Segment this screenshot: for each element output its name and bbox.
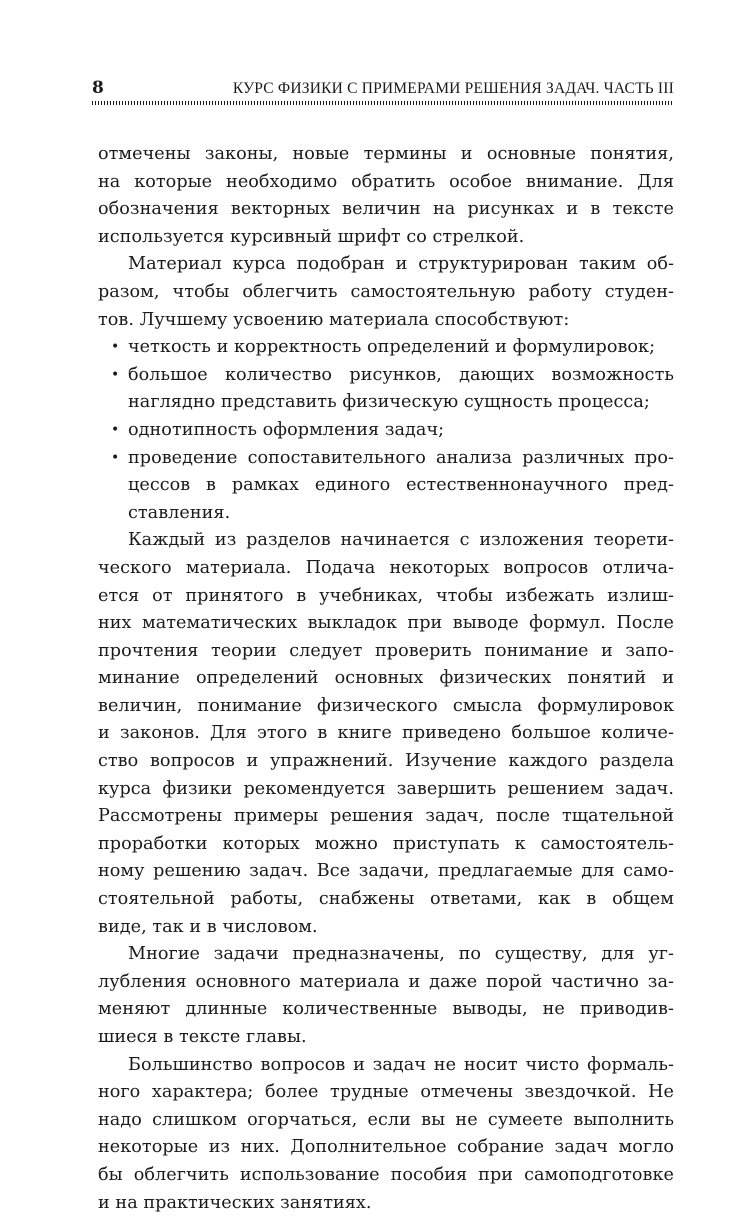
text-line: стоятельной работы, снабжены ответами, как в общем: [98, 889, 674, 910]
paragraph: [98, 1052, 674, 1217]
text-line: Материал курса подобран и структурирован таким об-: [128, 254, 674, 275]
list-item: [98, 445, 674, 528]
paragraph: [98, 527, 674, 941]
text-line: Рассмотрены примеры решения задач, после тщательной: [98, 806, 674, 827]
running-header-title: КУРС ФИЗИКИ С ПРИМЕРАМИ РЕШЕНИЯ ЗАДАЧ. ЧАСТЬ III: [232, 80, 674, 97]
text-line: отмечены законы, новые термины и основные понятия,: [98, 144, 674, 164]
text-line: ставления.: [128, 502, 231, 523]
text-line: минание определений основных физических понятий и: [98, 668, 674, 689]
text-line: разом, чтобы облегчить самостоятельную работу студен-: [98, 281, 674, 302]
bullet-text: однотипность оформления задач;: [128, 419, 445, 440]
bullet-text: проведение сопоставительного анализа различных про-: [128, 447, 674, 468]
bullet-icon: •: [111, 421, 120, 438]
running-header: [92, 78, 674, 100]
list-item: [98, 362, 674, 417]
text-line: величин, понимание физического смысла формулировок: [98, 695, 674, 716]
text-line: проработки которых можно приступать к самостоятель-: [98, 833, 674, 854]
text-line: цессов в рамках единого естественнонаучного пред-: [128, 475, 674, 496]
paragraph: [98, 141, 674, 251]
text-line: ного характера; более трудные отмечены звездочкой. Не: [98, 1082, 674, 1103]
bullet-text: большое количество рисунков, дающих возможность: [128, 364, 674, 385]
text-line: меняют длинные количественные выводы, не приводив-: [98, 999, 674, 1020]
text-line: надо слишком огорчаться, если вы не сумеете выполнить: [98, 1109, 674, 1130]
text-line: ному решению задач. Все задачи, предлагаемые для само-: [98, 861, 674, 882]
text-line: курса физики рекомендуется завершить решением задач.: [98, 778, 674, 799]
list-item: [98, 417, 674, 445]
list-item: [98, 334, 674, 362]
text-line: ется от принятого в учебниках, чтобы избежать излиш-: [98, 585, 674, 606]
text-line: виде, так и в числовом.: [98, 916, 318, 937]
text-line: на которые необходимо обратить особое внимание. Для: [98, 171, 674, 192]
header-rule: [92, 101, 674, 105]
text-line: Многие задачи предназначены, по существу, для уг-: [128, 944, 674, 965]
text-line: тов. Лучшему усвоению материала способствуют:: [98, 309, 570, 330]
text-line: бы облегчить использование пособия при самоподготовке: [98, 1164, 674, 1185]
text-line: ство вопросов и упражнений. Изучение каждого раздела: [98, 751, 674, 772]
text-line: и на практических занятиях.: [98, 1192, 372, 1213]
bullet-icon: •: [111, 366, 120, 383]
text-line: обозначения векторных величин на рисунках и в тексте: [98, 199, 674, 220]
text-line: них математических выкладок при выводе формул. После: [98, 613, 674, 634]
bullet-icon: •: [111, 449, 120, 466]
text-line: некоторые из них. Дополнительное собрание задач могло: [98, 1137, 674, 1158]
paragraph: [98, 941, 674, 1051]
bullet-list: [98, 334, 674, 527]
text-line: [98, 417, 674, 445]
main-text: [98, 141, 674, 1217]
bullet-icon: •: [111, 339, 120, 356]
bullet-text: четкость и корректность определений и формулировок;: [128, 337, 656, 358]
page-number: 8: [92, 78, 104, 98]
text-line: шиеся в тексте главы.: [98, 1027, 307, 1047]
text-line: лубления основного материала и даже порой частично за-: [98, 971, 674, 992]
text-line: Каждый из разделов начинается с изложения теорети-: [128, 530, 674, 551]
text-line: и законов. Для этого в книге приведено большое количе-: [98, 723, 674, 744]
text-line: наглядно представить физическую сущность процесса;: [128, 392, 650, 413]
text-line: [98, 362, 674, 390]
text-line: [98, 334, 674, 362]
text-line: ческого материала. Подача некоторых вопросов отлича-: [98, 557, 674, 578]
text-line: Большинство вопросов и задач не носит чисто формаль-: [128, 1054, 674, 1075]
text-line: используется курсивный шрифт со стрелкой.: [98, 226, 525, 247]
text-line: прочтения теории следует проверить понимание и запо-: [98, 640, 674, 661]
text-line: [98, 445, 674, 473]
paragraph: [98, 251, 674, 334]
